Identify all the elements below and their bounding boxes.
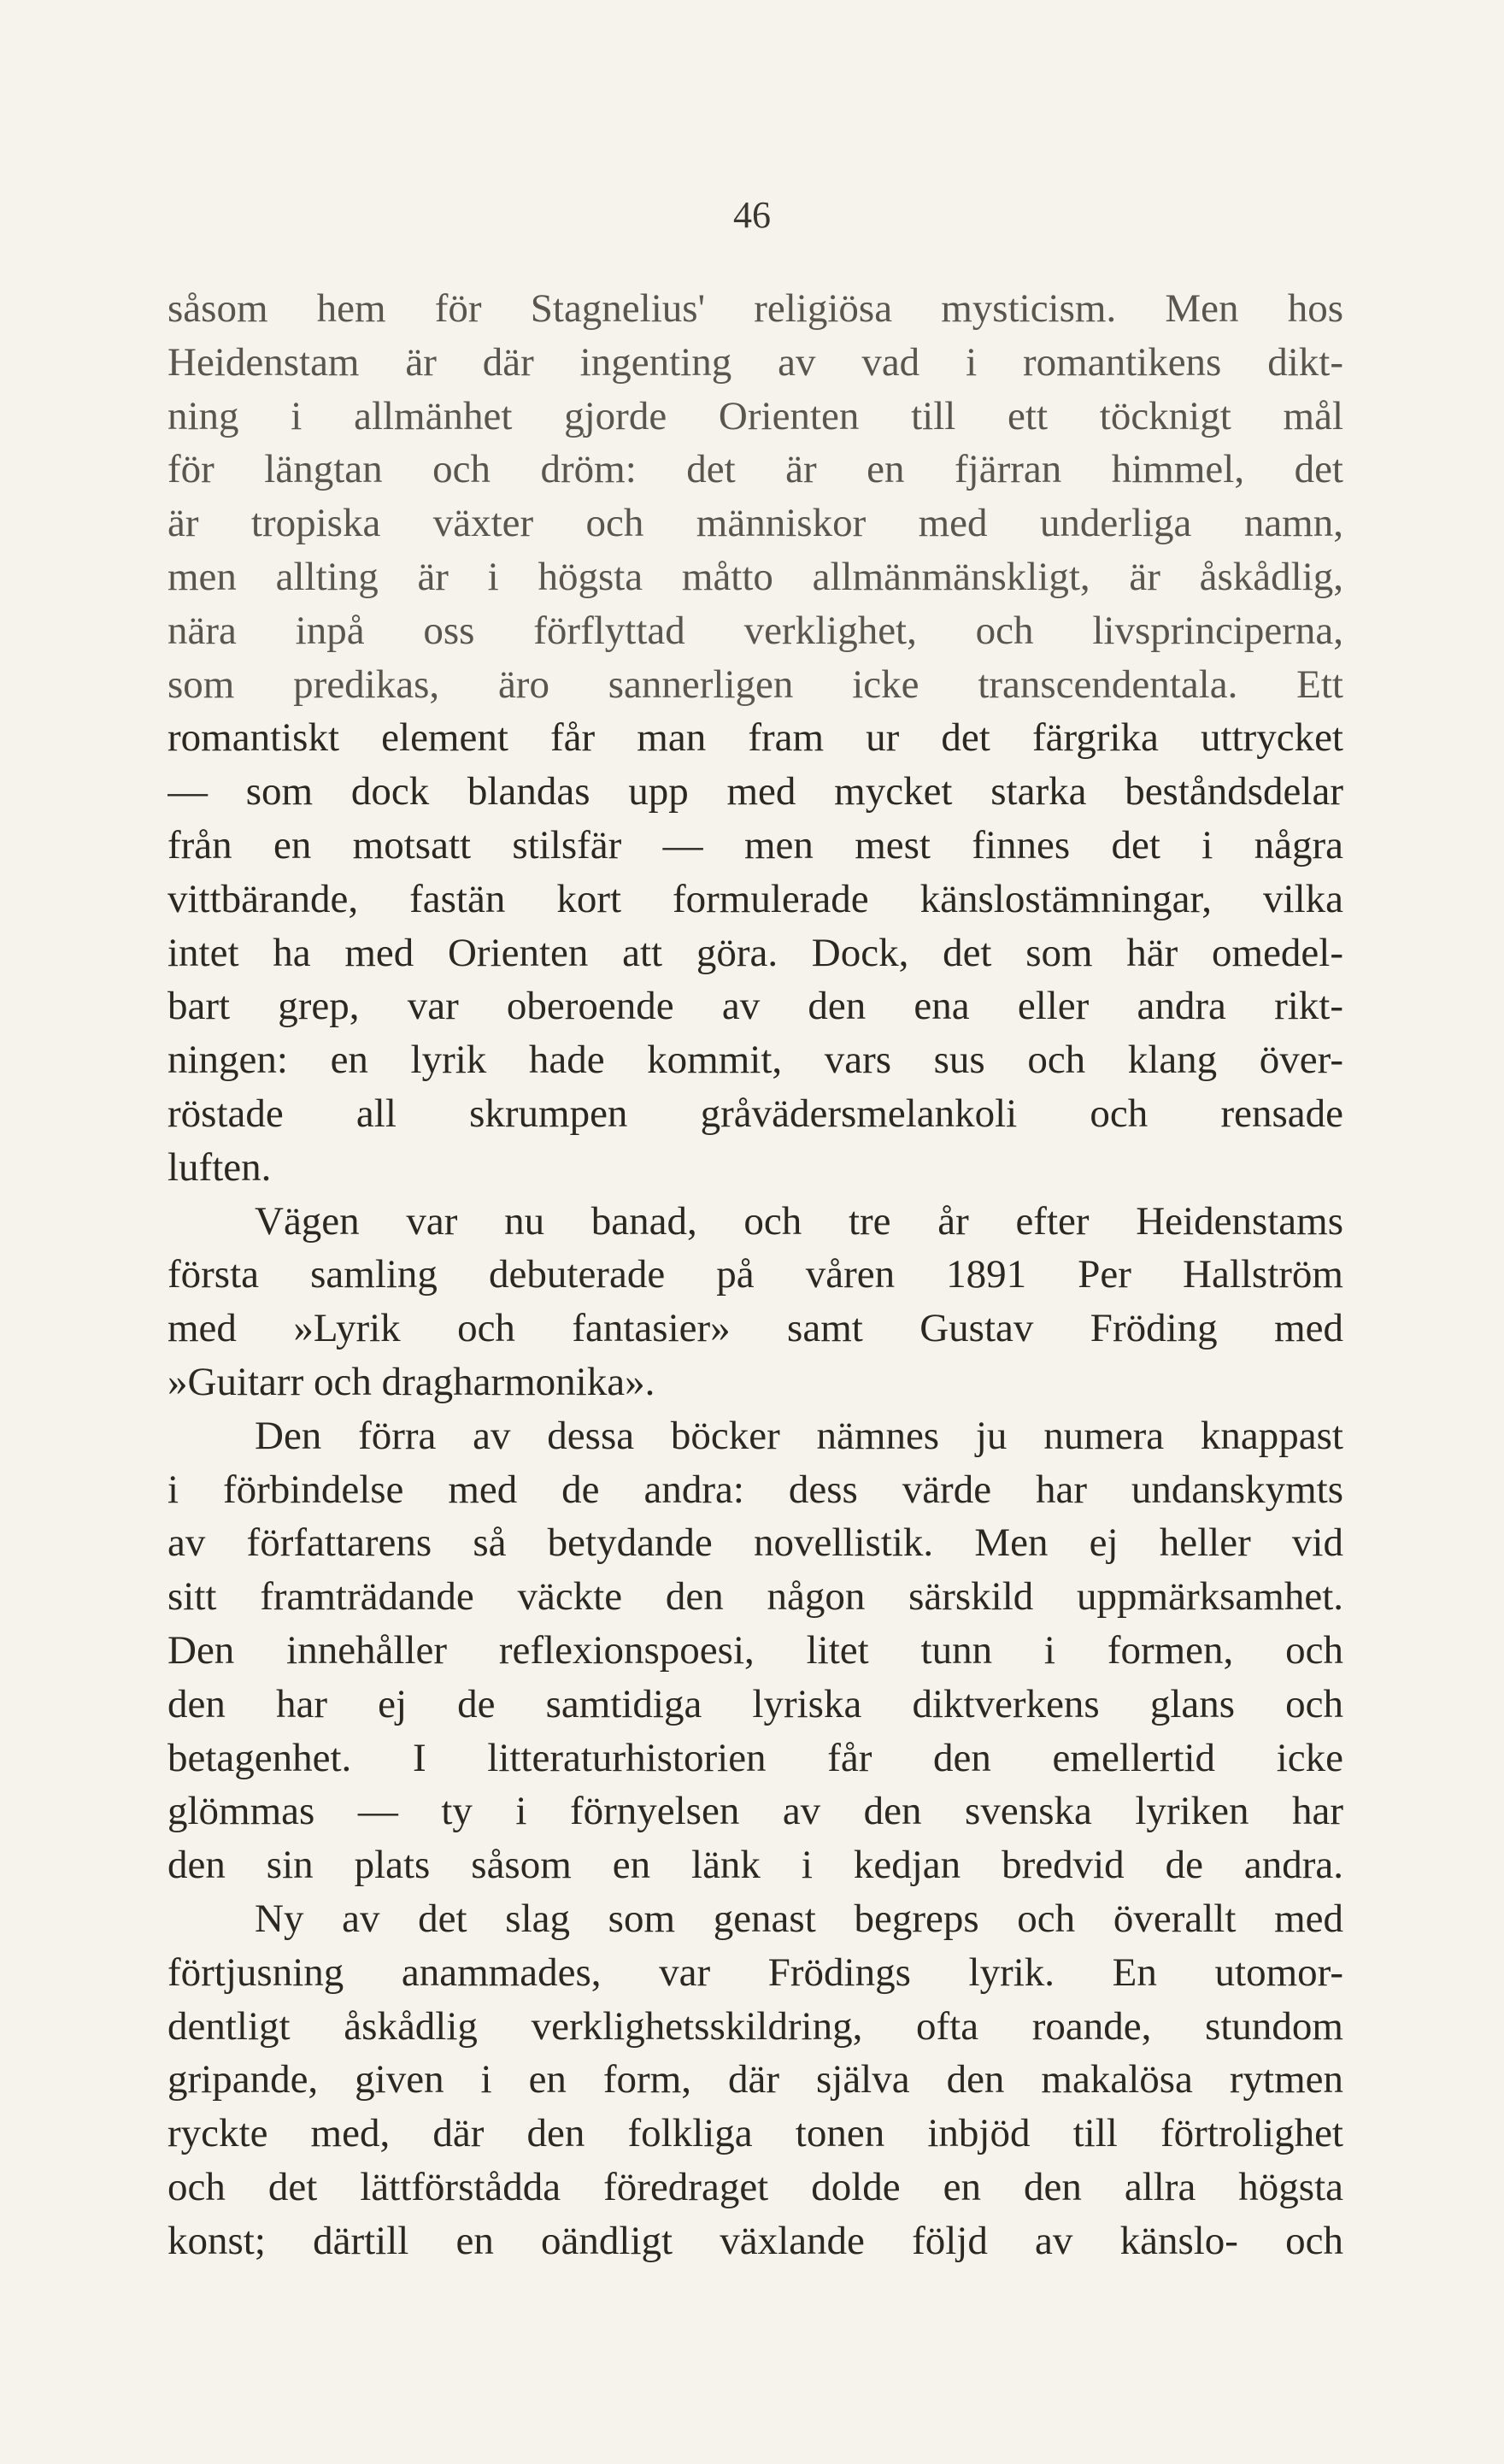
text-line: Den innehåller reflexionspoesi, litet tunn i formen, och [167, 1627, 1343, 1673]
text-line: såsom hem för Stagnelius' religiösa mysticism. Men hos [167, 286, 1343, 331]
text-line: bart grep, var oberoende av den ena eller andra rikt- [167, 984, 1343, 1029]
text-line: sitt framträdande väckte den någon särskild uppmärksamhet. [167, 1574, 1343, 1620]
text-line: konst; därtill en oändligt växlande följd av känslo- och [167, 2218, 1343, 2263]
text-line: med »Lyrik och fantasier» samt Gustav Fröding med [167, 1306, 1343, 1351]
page-number: 46 [733, 194, 771, 236]
text-line: gripande, given i en form, där själva den makalösa rytmen [167, 2057, 1343, 2102]
text-line: i förbindelse med de andra: dess värde har undanskymts [167, 1467, 1343, 1512]
text-line: från en motsatt stilsfär — men mest finnes det i några [167, 822, 1343, 867]
text-line: förtjusning anammades, var Frödings lyrik. En utomor- [167, 1949, 1343, 1995]
text-line: men allting är i högsta måtto allmänmänskligt, är åskådlig, [167, 554, 1343, 599]
text-line: ning i allmänhet gjorde Orienten till ett töcknigt mål [167, 393, 1343, 438]
text-line: Den förra av dessa böcker nämnes ju numera knappast [255, 1413, 1343, 1458]
text-line: Vägen var nu banad, och tre år efter Heidenstams [255, 1198, 1343, 1244]
text-line: intet ha med Orienten att göra. Dock, det som här omedel- [167, 930, 1343, 975]
text-line: luften. [167, 1144, 272, 1190]
text-line: den har ej de samtidiga lyriska diktverkens glans och [167, 1681, 1343, 1726]
text-line: Heidenstam är där ingenting av vad i romantikens dikt- [167, 339, 1343, 385]
body-text [167, 282, 1343, 2267]
text-line: — som dock blandas upp med mycket starka beståndsdelar [167, 769, 1343, 814]
text-line: första samling debuterade på våren 1891 Per Hallström [167, 1252, 1343, 1297]
text-line: nära inpå oss förflyttad verklighet, och livsprinciperna, [167, 608, 1343, 653]
text-line: av författarens så betydande novellistik. Men ej heller vid [167, 1520, 1343, 1566]
text-line: »Guitarr och dragharmonika». [167, 1359, 655, 1404]
text-line: ningen: en lyrik hade kommit, vars sus och klang över- [167, 1038, 1343, 1083]
text-line: ryckte med, där den folkliga tonen inbjöd till förtrolighet [167, 2111, 1343, 2156]
text-line: glömmas — ty i förnyelsen av den svenska lyriken har [167, 1789, 1343, 1834]
text-line: är tropiska växter och människor med underliga namn, [167, 501, 1343, 546]
text-line: och det lättförstådda föredraget dolde en den allra högsta [167, 2164, 1343, 2209]
text-line: röstade all skrumpen gråvädersmelankoli och rensade [167, 1091, 1343, 1136]
text-line: vittbärande, fastän kort formulerade känslostämningar, vilka [167, 876, 1343, 921]
text-line: Ny av det slag som genast begreps och överallt med [255, 1896, 1343, 1941]
text-line: dentligt åskådlig verklighetsskildring, ofta roande, stundom [167, 2003, 1343, 2049]
text-line: för längtan och dröm: det är en fjärran himmel, det [167, 447, 1343, 492]
text-line: den sin plats såsom en länk i kedjan bredvid de andra. [167, 1843, 1343, 1888]
text-line: romantiskt element får man fram ur det färgrika uttrycket [167, 715, 1343, 761]
text-line: som predikas, äro sannerligen icke transcendentala. Ett [167, 662, 1343, 707]
text-line: betagenhet. I litteraturhistorien får den emellertid icke [167, 1735, 1343, 1780]
